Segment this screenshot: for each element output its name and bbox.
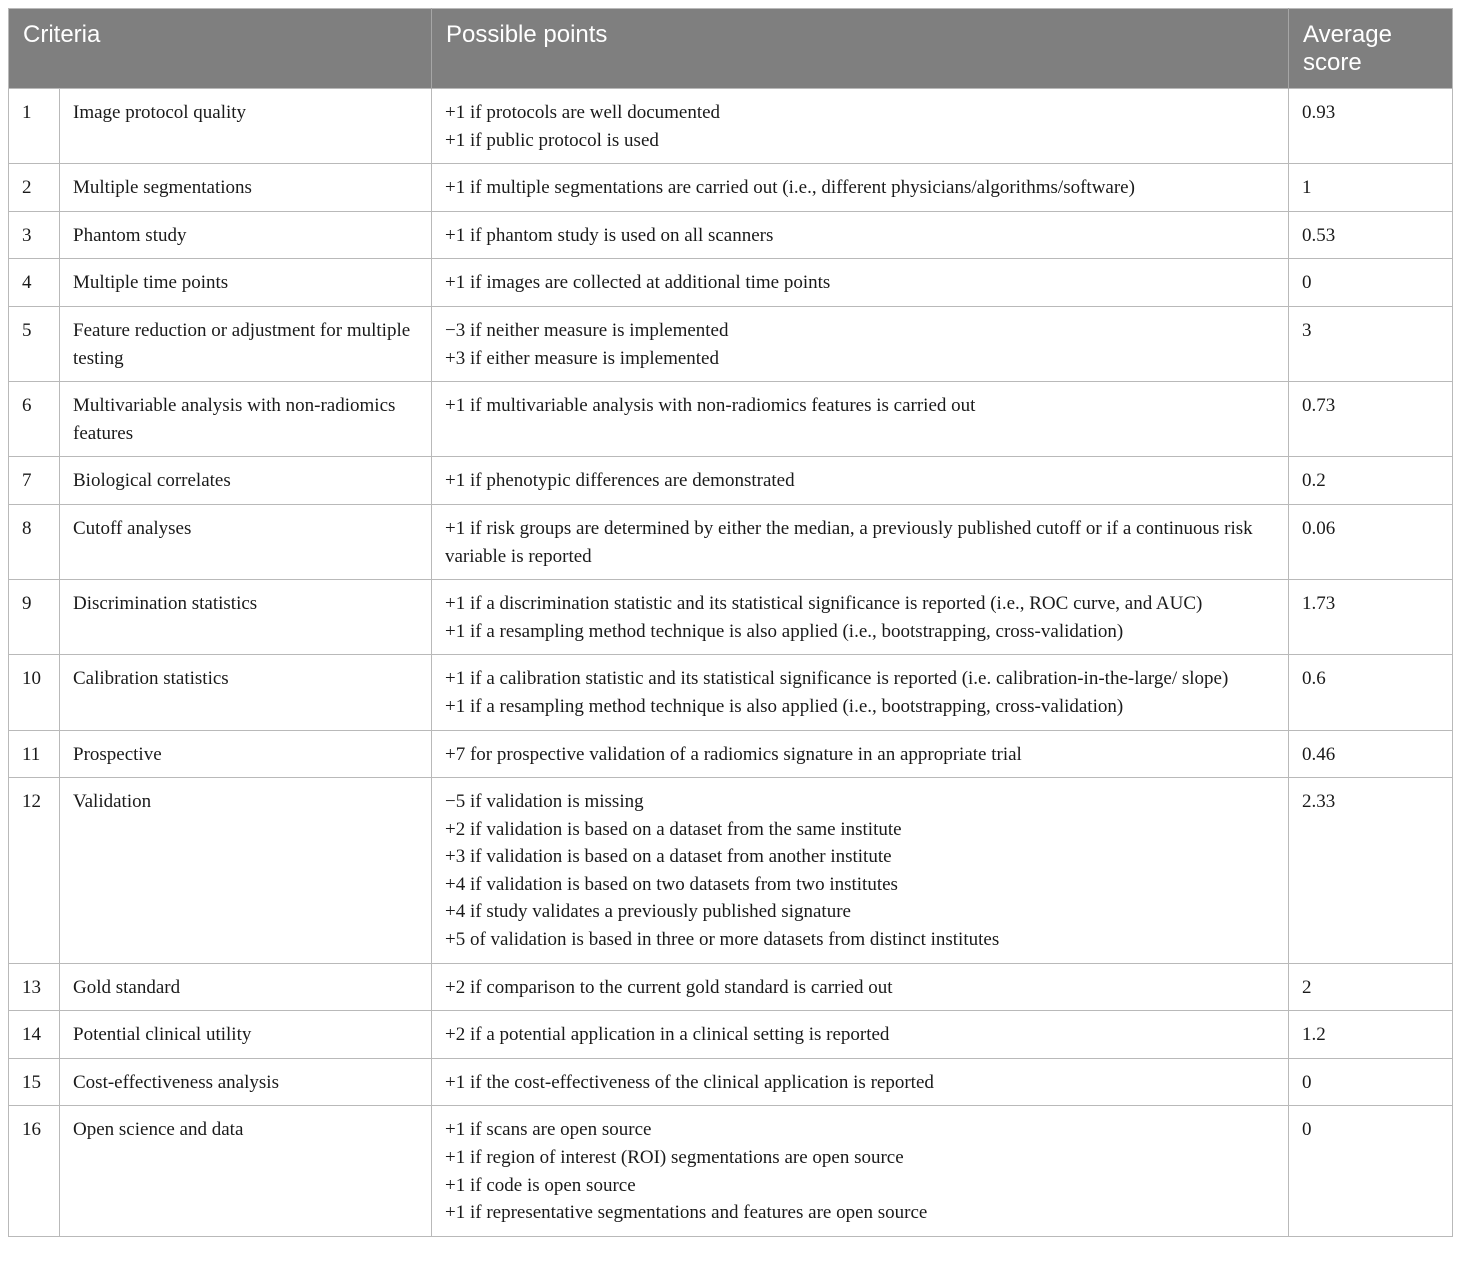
row-number: 9: [9, 580, 60, 655]
point-line: +1 if phenotypic differences are demonstrated: [445, 470, 795, 492]
average-score-cell: 1.73: [1289, 580, 1453, 655]
point-line: +1 if multivariable analysis with non-radiomics features is carried out: [445, 395, 976, 417]
point-line: −3 if neither measure is implemented: [445, 319, 729, 341]
table-header: [9, 9, 1453, 89]
criteria-cell: Cutoff analyses: [60, 504, 432, 579]
criteria-cell: Multivariable analysis with non-radiomics features: [60, 382, 432, 457]
point-line: +4 if study validates a previously published signature: [445, 901, 851, 923]
point-line: +2 if comparison to the current gold standard is carried out: [445, 976, 893, 998]
point-line: +1 if public protocol is used: [445, 129, 659, 151]
possible-points-cell: [432, 580, 1289, 655]
point-line: +1 if the cost-effectiveness of the clinical application is reported: [445, 1071, 934, 1093]
point-line: +1 if representative segmentations and features are open source: [445, 1202, 928, 1224]
possible-points-cell: [432, 259, 1289, 307]
table-row: [9, 259, 1453, 307]
row-number: 16: [9, 1106, 60, 1236]
row-number: 6: [9, 382, 60, 457]
possible-points-cell: [432, 730, 1289, 778]
point-line: +1 if code is open source: [445, 1174, 636, 1196]
header-average-score: Average score: [1289, 9, 1453, 89]
point-line: +1 if risk groups are determined by either the median, a previously published cutoff or if a continuous risk variable is reported: [445, 517, 1253, 567]
average-score-cell: 0.93: [1289, 89, 1453, 164]
table-row: [9, 730, 1453, 778]
possible-points-cell: [432, 1106, 1289, 1236]
criteria-cell: Gold standard: [60, 963, 432, 1011]
point-line: +2 if a potential application in a clinical setting is reported: [445, 1024, 890, 1046]
point-line: +1 if scans are open source: [445, 1119, 652, 1141]
average-score-cell: 3: [1289, 306, 1453, 381]
average-score-cell: 0: [1289, 259, 1453, 307]
possible-points-cell: [432, 1058, 1289, 1106]
criteria-cell: Image protocol quality: [60, 89, 432, 164]
point-line: +1 if images are collected at additional time points: [445, 272, 831, 294]
average-score-cell: 0: [1289, 1106, 1453, 1236]
point-line: +1 if a resampling method technique is also applied (i.e., bootstrapping, cross-validation): [445, 620, 1124, 642]
table-row: [9, 778, 1453, 964]
criteria-table: [8, 8, 1453, 1237]
point-line: +1 if protocols are well documented: [445, 102, 721, 123]
table-row: [9, 382, 1453, 457]
possible-points-cell: [432, 963, 1289, 1011]
possible-points-cell: [432, 457, 1289, 505]
header-row: [9, 9, 1453, 89]
point-line: +1 if a discrimination statistic and its statistical significance is reported (i.e., ROC curve, and AUC): [445, 593, 1203, 615]
average-score-cell: 0.6: [1289, 655, 1453, 730]
criteria-cell: Multiple segmentations: [60, 164, 432, 212]
table-row: [9, 457, 1453, 505]
average-score-cell: 1: [1289, 164, 1453, 212]
criteria-cell: Biological correlates: [60, 457, 432, 505]
average-score-cell: 1.2: [1289, 1011, 1453, 1059]
row-number: 8: [9, 504, 60, 579]
row-number: 1: [9, 89, 60, 164]
point-line: +1 if phantom study is used on all scanners: [445, 224, 774, 246]
point-line: −5 if validation is missing: [445, 791, 644, 813]
point-line: +3 if validation is based on a dataset from another institute: [445, 846, 892, 868]
average-score-cell: 0.53: [1289, 211, 1453, 259]
criteria-cell: Potential clinical utility: [60, 1011, 432, 1059]
possible-points-cell: [432, 1011, 1289, 1059]
point-line: +3 if either measure is implemented: [445, 347, 719, 369]
header-possible-points: Possible points: [432, 9, 1289, 89]
criteria-cell: Validation: [60, 778, 432, 964]
possible-points-cell: [432, 211, 1289, 259]
criteria-cell: Cost-effectiveness analysis: [60, 1058, 432, 1106]
criteria-cell: Phantom study: [60, 211, 432, 259]
point-line: +1 if a calibration statistic and its statistical significance is reported (i.e. calibration-in-the-large/ slope): [445, 668, 1229, 690]
table-row: [9, 1011, 1453, 1059]
table-row: [9, 164, 1453, 212]
table-row: [9, 580, 1453, 655]
row-number: 14: [9, 1011, 60, 1059]
point-line: +4 if validation is based on two datasets from two institutes: [445, 873, 898, 895]
average-score-cell: 0.46: [1289, 730, 1453, 778]
table-row: [9, 655, 1453, 730]
table-row: [9, 211, 1453, 259]
average-score-cell: 2: [1289, 963, 1453, 1011]
table-row: [9, 306, 1453, 381]
criteria-cell: Multiple time points: [60, 259, 432, 307]
row-number: 7: [9, 457, 60, 505]
header-criteria: Criteria: [9, 9, 432, 89]
row-number: 12: [9, 778, 60, 964]
row-number: 2: [9, 164, 60, 212]
criteria-cell: Prospective: [60, 730, 432, 778]
point-line: +7 for prospective validation of a radiomics signature in an appropriate trial: [445, 743, 1022, 765]
possible-points-cell: [432, 504, 1289, 579]
average-score-cell: 2.33: [1289, 778, 1453, 964]
row-number: 13: [9, 963, 60, 1011]
row-number: 15: [9, 1058, 60, 1106]
row-number: 4: [9, 259, 60, 307]
row-number: 3: [9, 211, 60, 259]
average-score-cell: 0.73: [1289, 382, 1453, 457]
table-body: [9, 89, 1453, 1237]
criteria-cell: Calibration statistics: [60, 655, 432, 730]
point-line: +1 if a resampling method technique is also applied (i.e., bootstrapping, cross-validation): [445, 695, 1124, 717]
possible-points-cell: [432, 655, 1289, 730]
average-score-cell: 0.06: [1289, 504, 1453, 579]
possible-points-cell: [432, 164, 1289, 212]
possible-points-cell: [432, 382, 1289, 457]
point-line: +2 if validation is based on a dataset from the same institute: [445, 818, 902, 840]
average-score-cell: 0.2: [1289, 457, 1453, 505]
row-number: 11: [9, 730, 60, 778]
row-number: 10: [9, 655, 60, 730]
table-row: [9, 89, 1453, 164]
table-row: [9, 504, 1453, 579]
average-score-cell: 0: [1289, 1058, 1453, 1106]
point-line: +5 of validation is based in three or more datasets from distinct institutes: [445, 929, 1000, 951]
table-row: [9, 963, 1453, 1011]
possible-points-cell: [432, 89, 1289, 164]
table-row: [9, 1058, 1453, 1106]
table-row: [9, 1106, 1453, 1236]
point-line: +1 if region of interest (ROI) segmentations are open source: [445, 1147, 904, 1169]
criteria-cell: Discrimination statistics: [60, 580, 432, 655]
point-line: +1 if multiple segmentations are carried out (i.e., different physicians/algorithms/software): [445, 177, 1135, 199]
criteria-cell: Open science and data: [60, 1106, 432, 1236]
possible-points-cell: [432, 778, 1289, 964]
row-number: 5: [9, 306, 60, 381]
possible-points-cell: [432, 306, 1289, 381]
criteria-cell: Feature reduction or adjustment for multiple testing: [60, 306, 432, 381]
